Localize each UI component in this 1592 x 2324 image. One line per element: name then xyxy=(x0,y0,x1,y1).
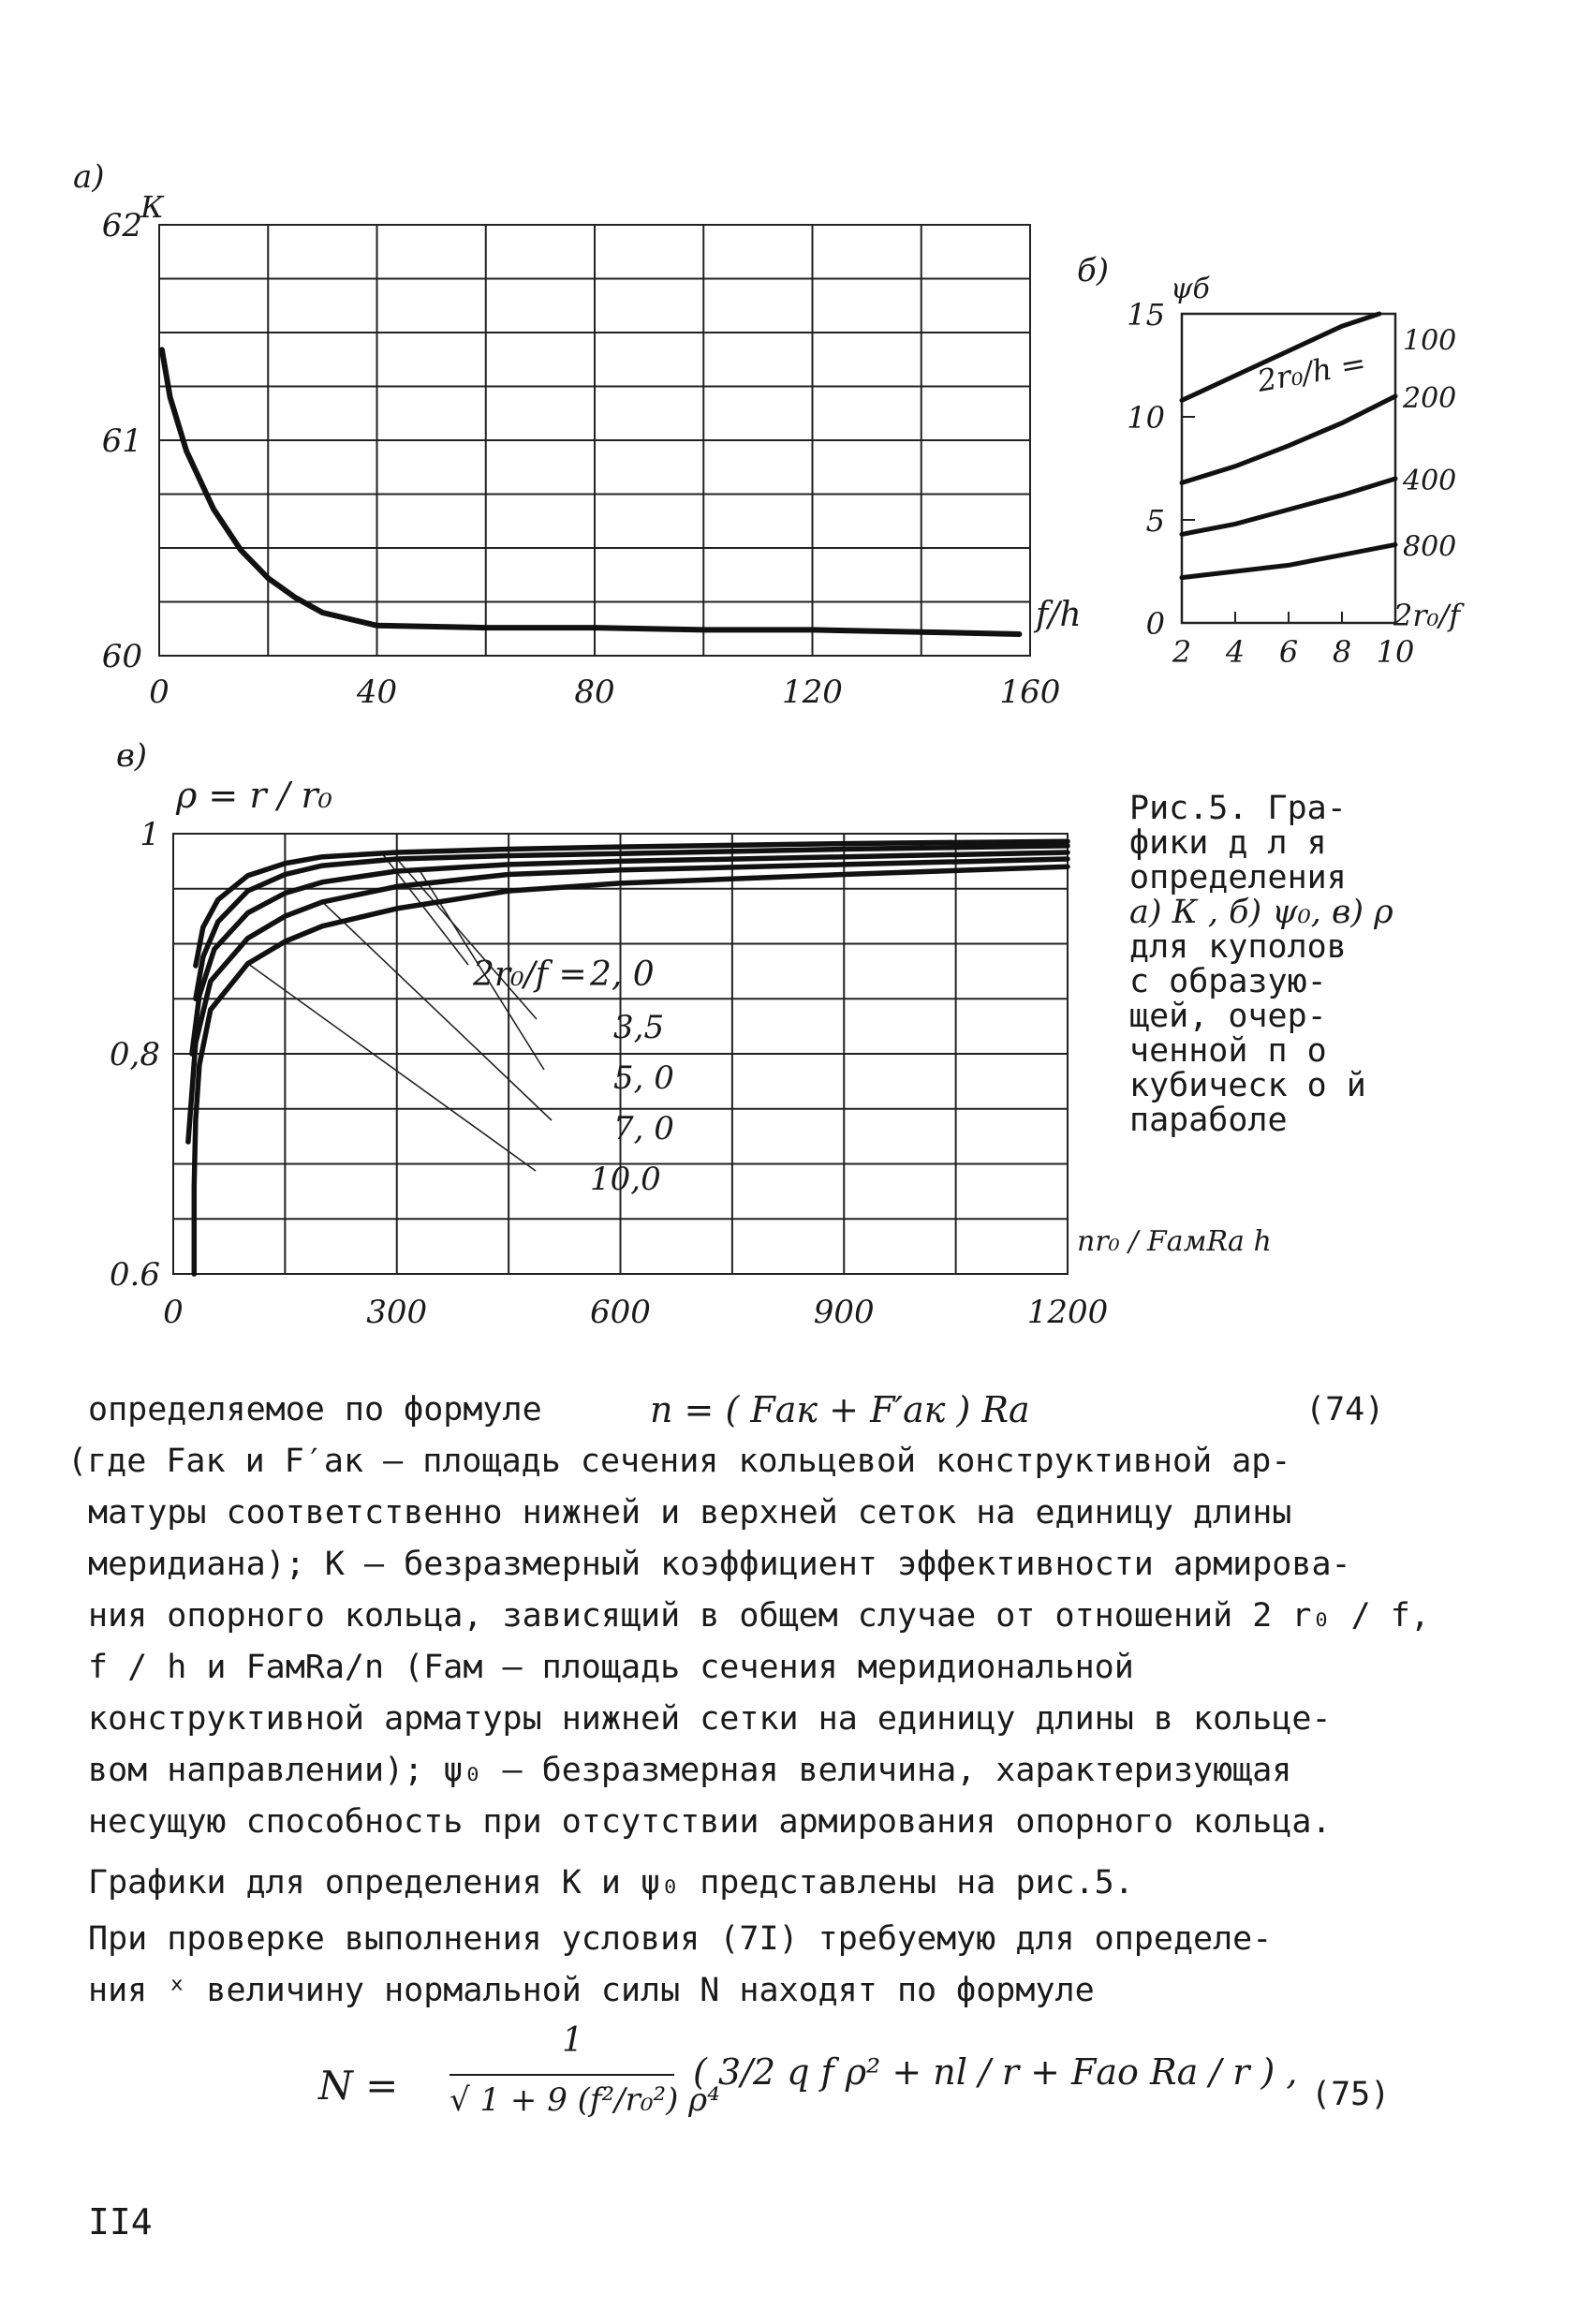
panel-a-xlabel: f/h xyxy=(1036,596,1082,634)
panel-b-label: б) xyxy=(1077,252,1110,289)
y-tick-label: 60 xyxy=(101,638,142,675)
panel-c-ticks xyxy=(110,816,1108,1331)
x-tick-label: 1200 xyxy=(1026,1294,1109,1331)
formula-75-numerator: 1 xyxy=(562,2021,583,2060)
text-line-7: конструктивной арматуры нижней сетки на единицу длины в кольце- xyxy=(88,1700,1332,1738)
x-tick-label: 160 xyxy=(999,674,1061,711)
formula-75-denominator: √ 1 + 9 (f²/r₀²) ρ⁴ xyxy=(450,2081,720,2119)
formula-75-rhs: ( 3/2 q f ρ² + nl / r + Fао Rа / r ) , xyxy=(693,2051,1298,2093)
y-tick-label: 10 xyxy=(1127,400,1165,436)
page-number: II4 xyxy=(88,2201,153,2243)
caption-line: кубическ о й xyxy=(1129,1067,1366,1104)
series-curve xyxy=(1182,396,1395,482)
caption-line: щей, очер- xyxy=(1129,998,1327,1035)
y-tick-label: 62 xyxy=(101,207,142,244)
equation-number-74: (74) xyxy=(1305,1391,1385,1428)
x-tick-label: 0 xyxy=(149,674,170,711)
caption-line: параболе xyxy=(1129,1102,1288,1139)
x-tick-label: 900 xyxy=(813,1294,875,1331)
panel-a xyxy=(73,158,1082,711)
panel-a-ticks xyxy=(102,207,1061,711)
figure-caption xyxy=(1129,792,1401,1138)
formula-75-lhs: N = xyxy=(318,2063,399,2109)
x-tick-label: 0 xyxy=(163,1294,184,1331)
text-line-9: несущую способность при отсутствии армирования опорного кольца. xyxy=(88,1803,1332,1841)
panel-b-curve-label: 2r₀/h = xyxy=(1254,345,1369,399)
series-label: 200 xyxy=(1403,382,1457,415)
series-K-curve xyxy=(162,349,1020,634)
series-label: 400 xyxy=(1403,465,1457,497)
x-tick-label: 8 xyxy=(1332,634,1352,670)
series-label: 7, 0 xyxy=(613,1110,674,1147)
text-line-5: ния опорного кольца, зависящий в общем случае от отношений 2 r₀ / f, xyxy=(88,1597,1430,1635)
text-line-6: f / h и FамRа/n (Fам – площадь сечения меридиональной xyxy=(88,1649,1134,1686)
x-tick-label: 80 xyxy=(574,674,615,711)
x-tick-label: 4 xyxy=(1225,634,1246,670)
panel-c-series xyxy=(188,841,1068,1274)
x-tick-label: 600 xyxy=(590,1294,651,1331)
x-tick-label: 300 xyxy=(366,1294,428,1331)
x-tick-label: 40 xyxy=(356,674,398,711)
panel-c-grid xyxy=(173,834,1068,1274)
leader-line xyxy=(248,964,536,1171)
caption-line: фики д л я xyxy=(1129,824,1327,862)
series-label: 800 xyxy=(1403,530,1457,564)
panel-c-label: в) xyxy=(116,737,148,775)
equation-number-75: (75) xyxy=(1311,2076,1391,2113)
series-label: 100 xyxy=(1403,324,1457,358)
series-label: 2, 0 xyxy=(590,955,655,994)
y-tick-label: 15 xyxy=(1127,297,1165,333)
panel-b-ticks xyxy=(1127,297,1414,670)
text-line-1 xyxy=(88,1384,1465,1435)
panel-c-xlabel-text: nr₀ / FамRа h xyxy=(1077,1225,1272,1258)
text-line-3: матуры соответственно нижней и верхней сеток на единицу длины xyxy=(88,1494,1292,1532)
caption-line: а) К , б) ψ₀, в) ρ xyxy=(1129,894,1393,931)
caption-line: определения xyxy=(1129,859,1347,896)
y-tick-label: 0,8 xyxy=(109,1036,160,1073)
panel-a-label: а) xyxy=(73,158,105,196)
text-line-4: меридиана); К – безразмерный коэффициент эффективности армирова- xyxy=(88,1546,1351,1583)
caption-line: ченной п о xyxy=(1129,1032,1327,1070)
text-intro: определяемое по формуле xyxy=(88,1391,542,1428)
panel-b xyxy=(1077,252,1465,670)
series-label: 5, 0 xyxy=(613,1059,674,1097)
text-line-8: вом направлении); ψ₀ – безразмерная величина, характеризующая xyxy=(88,1752,1292,1789)
series-curve xyxy=(188,859,1068,1142)
panel-c-curve-label-prefix: 2r₀/f = xyxy=(473,955,587,994)
caption-line: с образую- xyxy=(1129,963,1327,1000)
x-tick-label: 6 xyxy=(1278,634,1299,670)
leader-line xyxy=(322,902,552,1120)
x-tick-label: 10 xyxy=(1376,634,1415,670)
panel-c-leader-lines xyxy=(248,853,552,1171)
y-tick-label: 0.6 xyxy=(109,1256,160,1294)
caption-line: Рис.5. Гра- xyxy=(1129,790,1347,827)
text-line-10: Графики для определения К и ψ₀ представлены на рис.5. xyxy=(88,1864,1134,1902)
text-line-2: (где Fак и F′ак – площадь сечения кольцевой конструктивной ар- xyxy=(67,1443,1291,1480)
formula-74: n = ( Fак + F′ак ) Rа xyxy=(650,1389,1030,1430)
caption-line: для куполов xyxy=(1129,928,1347,966)
panel-b-xlabel: 2r₀/f xyxy=(1393,598,1461,633)
x-tick-label: 2 xyxy=(1172,634,1192,670)
y-tick-label: 5 xyxy=(1145,503,1165,539)
panel-a-ylabel: К xyxy=(140,189,164,225)
y-tick-label: 0 xyxy=(1145,606,1165,642)
panel-b-series-labels xyxy=(1402,324,1456,563)
formula-75 xyxy=(309,2014,1452,2173)
panel-a-series xyxy=(162,349,1020,634)
panel-b-ylabel: ψб xyxy=(1171,273,1210,305)
series-label: 3,5 xyxy=(613,1009,665,1046)
x-tick-label: 120 xyxy=(782,674,843,711)
panel-c-ylabel: ρ = r / r₀ xyxy=(176,775,332,816)
panel-c-xlabel xyxy=(1077,1225,1272,1258)
fraction-bar xyxy=(450,2074,674,2076)
y-tick-label: 1 xyxy=(140,816,160,853)
text-line-12: ния ˣ величину нормальной силы N находят по формуле xyxy=(88,1972,1095,2009)
text-line-11: При проверке выполнения условия (7I) требуемую для определе- xyxy=(88,1920,1273,1958)
series-curve xyxy=(1182,544,1395,577)
series-label: 10,0 xyxy=(590,1161,661,1198)
panel-c xyxy=(110,737,1272,1331)
y-tick-label: 61 xyxy=(101,422,142,460)
series-curve xyxy=(1182,479,1395,534)
panel-c-series-labels xyxy=(589,955,674,1198)
